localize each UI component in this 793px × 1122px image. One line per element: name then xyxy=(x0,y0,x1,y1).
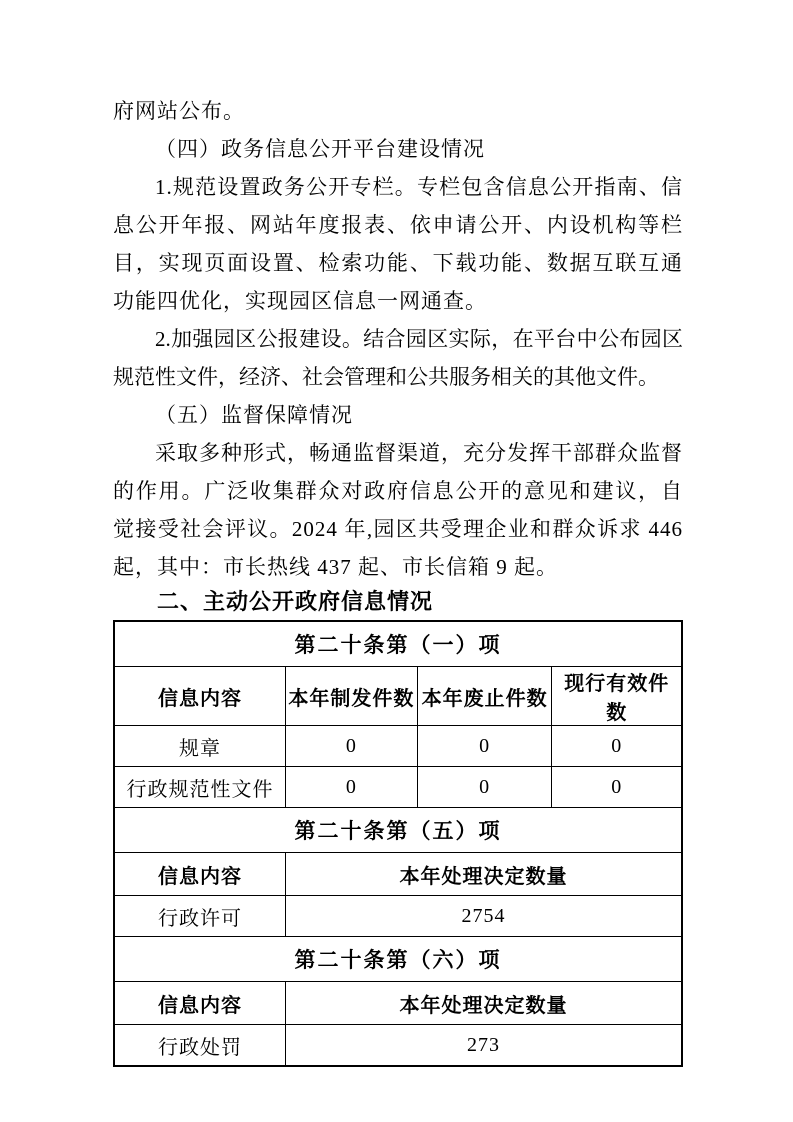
data-cell-value: 0 xyxy=(552,767,682,808)
section-heading-proactive-disclosure: 二、主动公开政府信息情况 xyxy=(157,589,434,614)
table-row xyxy=(114,767,682,808)
data-cell-value: 0 xyxy=(286,726,418,767)
column-header-content: 信息内容 xyxy=(114,853,286,896)
page-content xyxy=(113,92,683,1067)
data-cell-value: 0 xyxy=(417,767,552,808)
paragraph-gazette: 2.加强园区公报建设。结合园区实际，在平台中公布园区规范性文件，经济、社会管理和公共服务相关的其他文件。 xyxy=(113,327,683,389)
data-cell-label: 行政处罚 xyxy=(114,1025,286,1067)
paragraph-supervision: 采取多种形式，畅通监督渠道，充分发挥干部群众监督的作用。广泛收集群众对政府信息公开的意见和建议，自觉接受社会评议。2024 年,园区共受理企业和群众诉求 446 起，其中：市长热线 437 起、市长信箱 9 起。 xyxy=(113,441,683,579)
data-cell-value: 273 xyxy=(286,1025,682,1067)
paragraph-continuation: 府网站公布。 xyxy=(113,99,245,123)
data-cell-label: 规章 xyxy=(114,726,286,767)
paragraph-subheading-4: （四）政务信息公开平台建设情况 xyxy=(155,137,485,161)
column-header-content: 信息内容 xyxy=(114,667,286,726)
table-row-section-title xyxy=(114,937,682,982)
table-row-section-title xyxy=(114,621,682,667)
data-cell-value: 2754 xyxy=(286,896,682,937)
table-row xyxy=(114,896,682,937)
column-header-decisions: 本年处理决定数量 xyxy=(286,853,682,896)
table-row-column-headers xyxy=(114,982,682,1025)
table-row xyxy=(114,726,682,767)
table-row-column-headers xyxy=(114,853,682,896)
data-cell-label: 行政许可 xyxy=(114,896,286,937)
data-cell-value: 0 xyxy=(552,726,682,767)
paragraph-subheading-5: （五）监督保障情况 xyxy=(155,403,353,427)
column-header-effective: 现行有效件数 xyxy=(552,667,682,726)
column-header-decisions: 本年处理决定数量 xyxy=(286,982,682,1025)
data-cell-value: 0 xyxy=(286,767,418,808)
column-header-content: 信息内容 xyxy=(114,982,286,1025)
data-cell-label: 行政规范性文件 xyxy=(114,767,286,808)
section-title-item1: 第二十条第（一）项 xyxy=(114,621,682,667)
column-header-issued: 本年制发件数 xyxy=(286,667,418,726)
paragraph-platform-columns: 1.规范设置政务公开专栏。专栏包含信息公开指南、信息公开年报、网站年度报表、依申请公开、内设机构等栏目，实现页面设置、检索功能、下载功能、数据互联互通功能四优化，实现园区信息一网通查。 xyxy=(113,175,683,313)
table-row-section-title xyxy=(114,808,682,853)
section-title-item6: 第二十条第（六）项 xyxy=(114,937,682,982)
table-row-column-headers xyxy=(114,667,682,726)
column-header-repealed: 本年废止件数 xyxy=(417,667,552,726)
table-row xyxy=(114,1025,682,1067)
section-title-item5: 第二十条第（五）项 xyxy=(114,808,682,853)
disclosure-info-table xyxy=(113,620,683,1067)
data-cell-value: 0 xyxy=(417,726,552,767)
